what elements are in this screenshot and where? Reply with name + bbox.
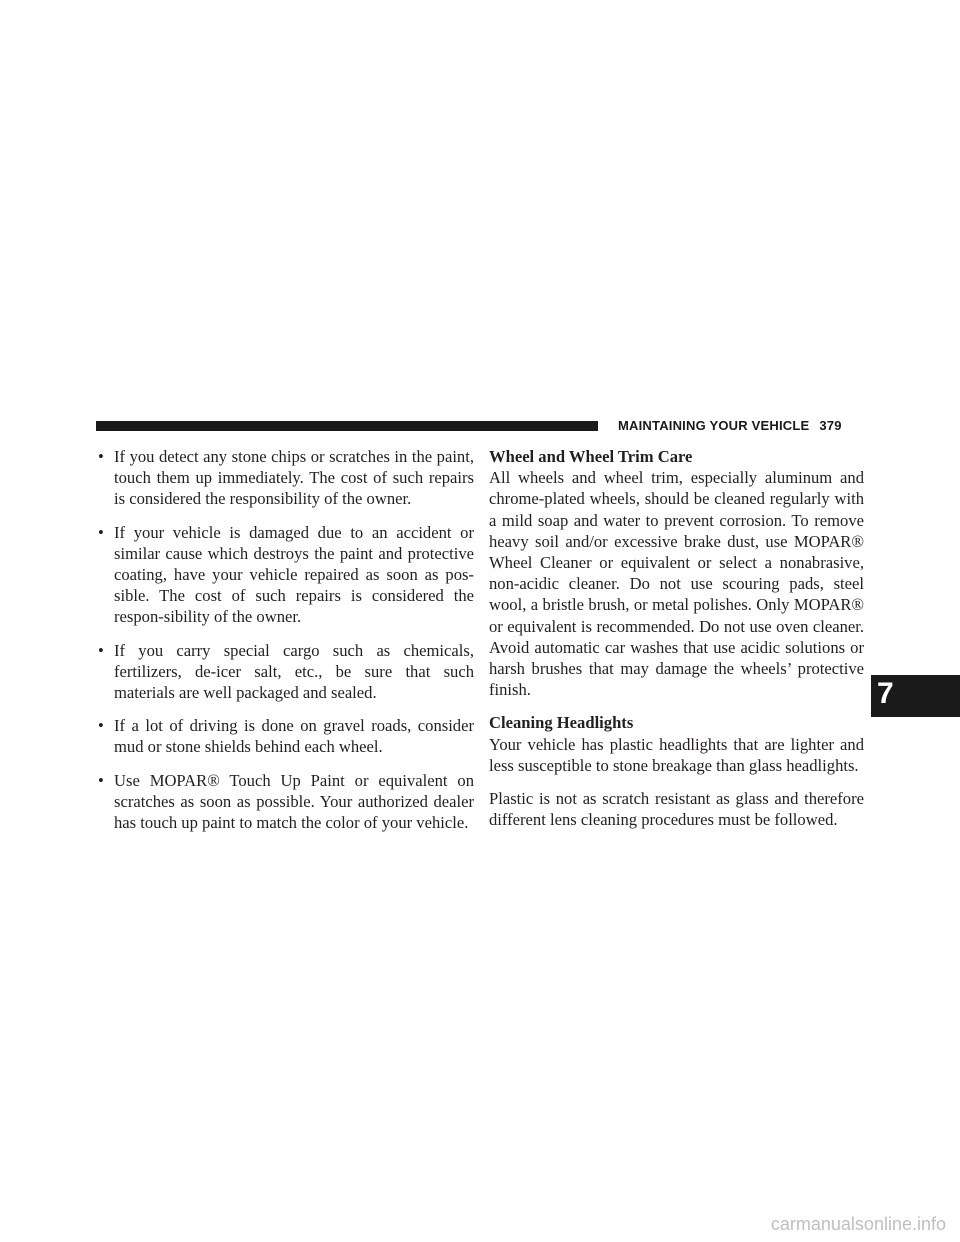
bullet-icon: • <box>98 770 104 790</box>
bullet-icon: • <box>98 716 104 736</box>
bullet-icon: • <box>98 447 104 466</box>
right-column <box>489 446 864 842</box>
page-header <box>618 418 842 433</box>
list-item-text: If you carry special cargo such as chemicals, fertilizers, de-icer salt, etc., be sure that such materials are well packaged and sealed. <box>114 640 474 703</box>
list-item-text: If a lot of driving is done on gravel roads, consider mud or stone shields behind each wheel. <box>114 716 474 757</box>
header-rule <box>96 421 598 431</box>
bullet-icon: • <box>98 640 104 660</box>
list-item-text: If you detect any stone chips or scratches in the paint, touch them up immediately. The cost of such repairs is considered the responsibility of the owner. <box>114 447 474 509</box>
bullet-icon: • <box>98 522 104 542</box>
wheel-care-heading: Wheel and Wheel Trim Care <box>489 447 693 466</box>
list-item-text: Use MOPAR® Touch Up Paint or equivalent on scratches as soon as possible. Your authorized dealer has touch up paint to match the color of your vehicle. <box>114 770 474 833</box>
headlights-text-1: Your vehicle has plastic headlights that are lighter and less susceptible to stone breakage than glass headlights. <box>489 734 864 775</box>
wheel-care-text: All wheels and wheel trim, especially aluminum and chrome-plated wheels, should be cleaned regularly with a mild soap and water to prevent corrosion. To remove heavy soil and/or excessive brake dust, use MOPAR® Wheel Cleaner or equivalent or select a nonabrasive, non-acidic cleaner. Do not use scouring pads, steel wool, a bristle brush, or metal polishes. Only MOPAR® or equivalent is recommended. Do not use oven cleaner. Avoid automatic car washes that use acidic solutions or harsh brushes that may damage the wheels’ protective finish. <box>489 468 864 700</box>
list-item <box>96 522 474 628</box>
left-column <box>96 446 474 845</box>
watermark: carmanualsonline.info <box>770 1214 946 1234</box>
headlights-heading: Cleaning Headlights <box>489 713 634 733</box>
list-item <box>96 715 474 757</box>
page-number: 379 <box>819 418 842 433</box>
headlights-text-2: Plastic is not as scratch resistant as glass and therefore different lens cleaning procedures must be followed. <box>489 789 864 830</box>
list-item-text: If your vehicle is damaged due to an accident or similar cause which destroys the paint and protective coating, have your vehicle repaired as soon as pos-sible. The cost of such repairs is considered the respon-sibility of the owner. <box>114 522 474 627</box>
list-item <box>96 446 474 510</box>
section-title: MAINTAINING YOUR VEHICLE <box>618 418 810 433</box>
list-item <box>96 770 474 834</box>
list-item <box>96 640 474 704</box>
chapter-number: 7 <box>877 677 894 710</box>
chapter-tab <box>871 675 960 717</box>
